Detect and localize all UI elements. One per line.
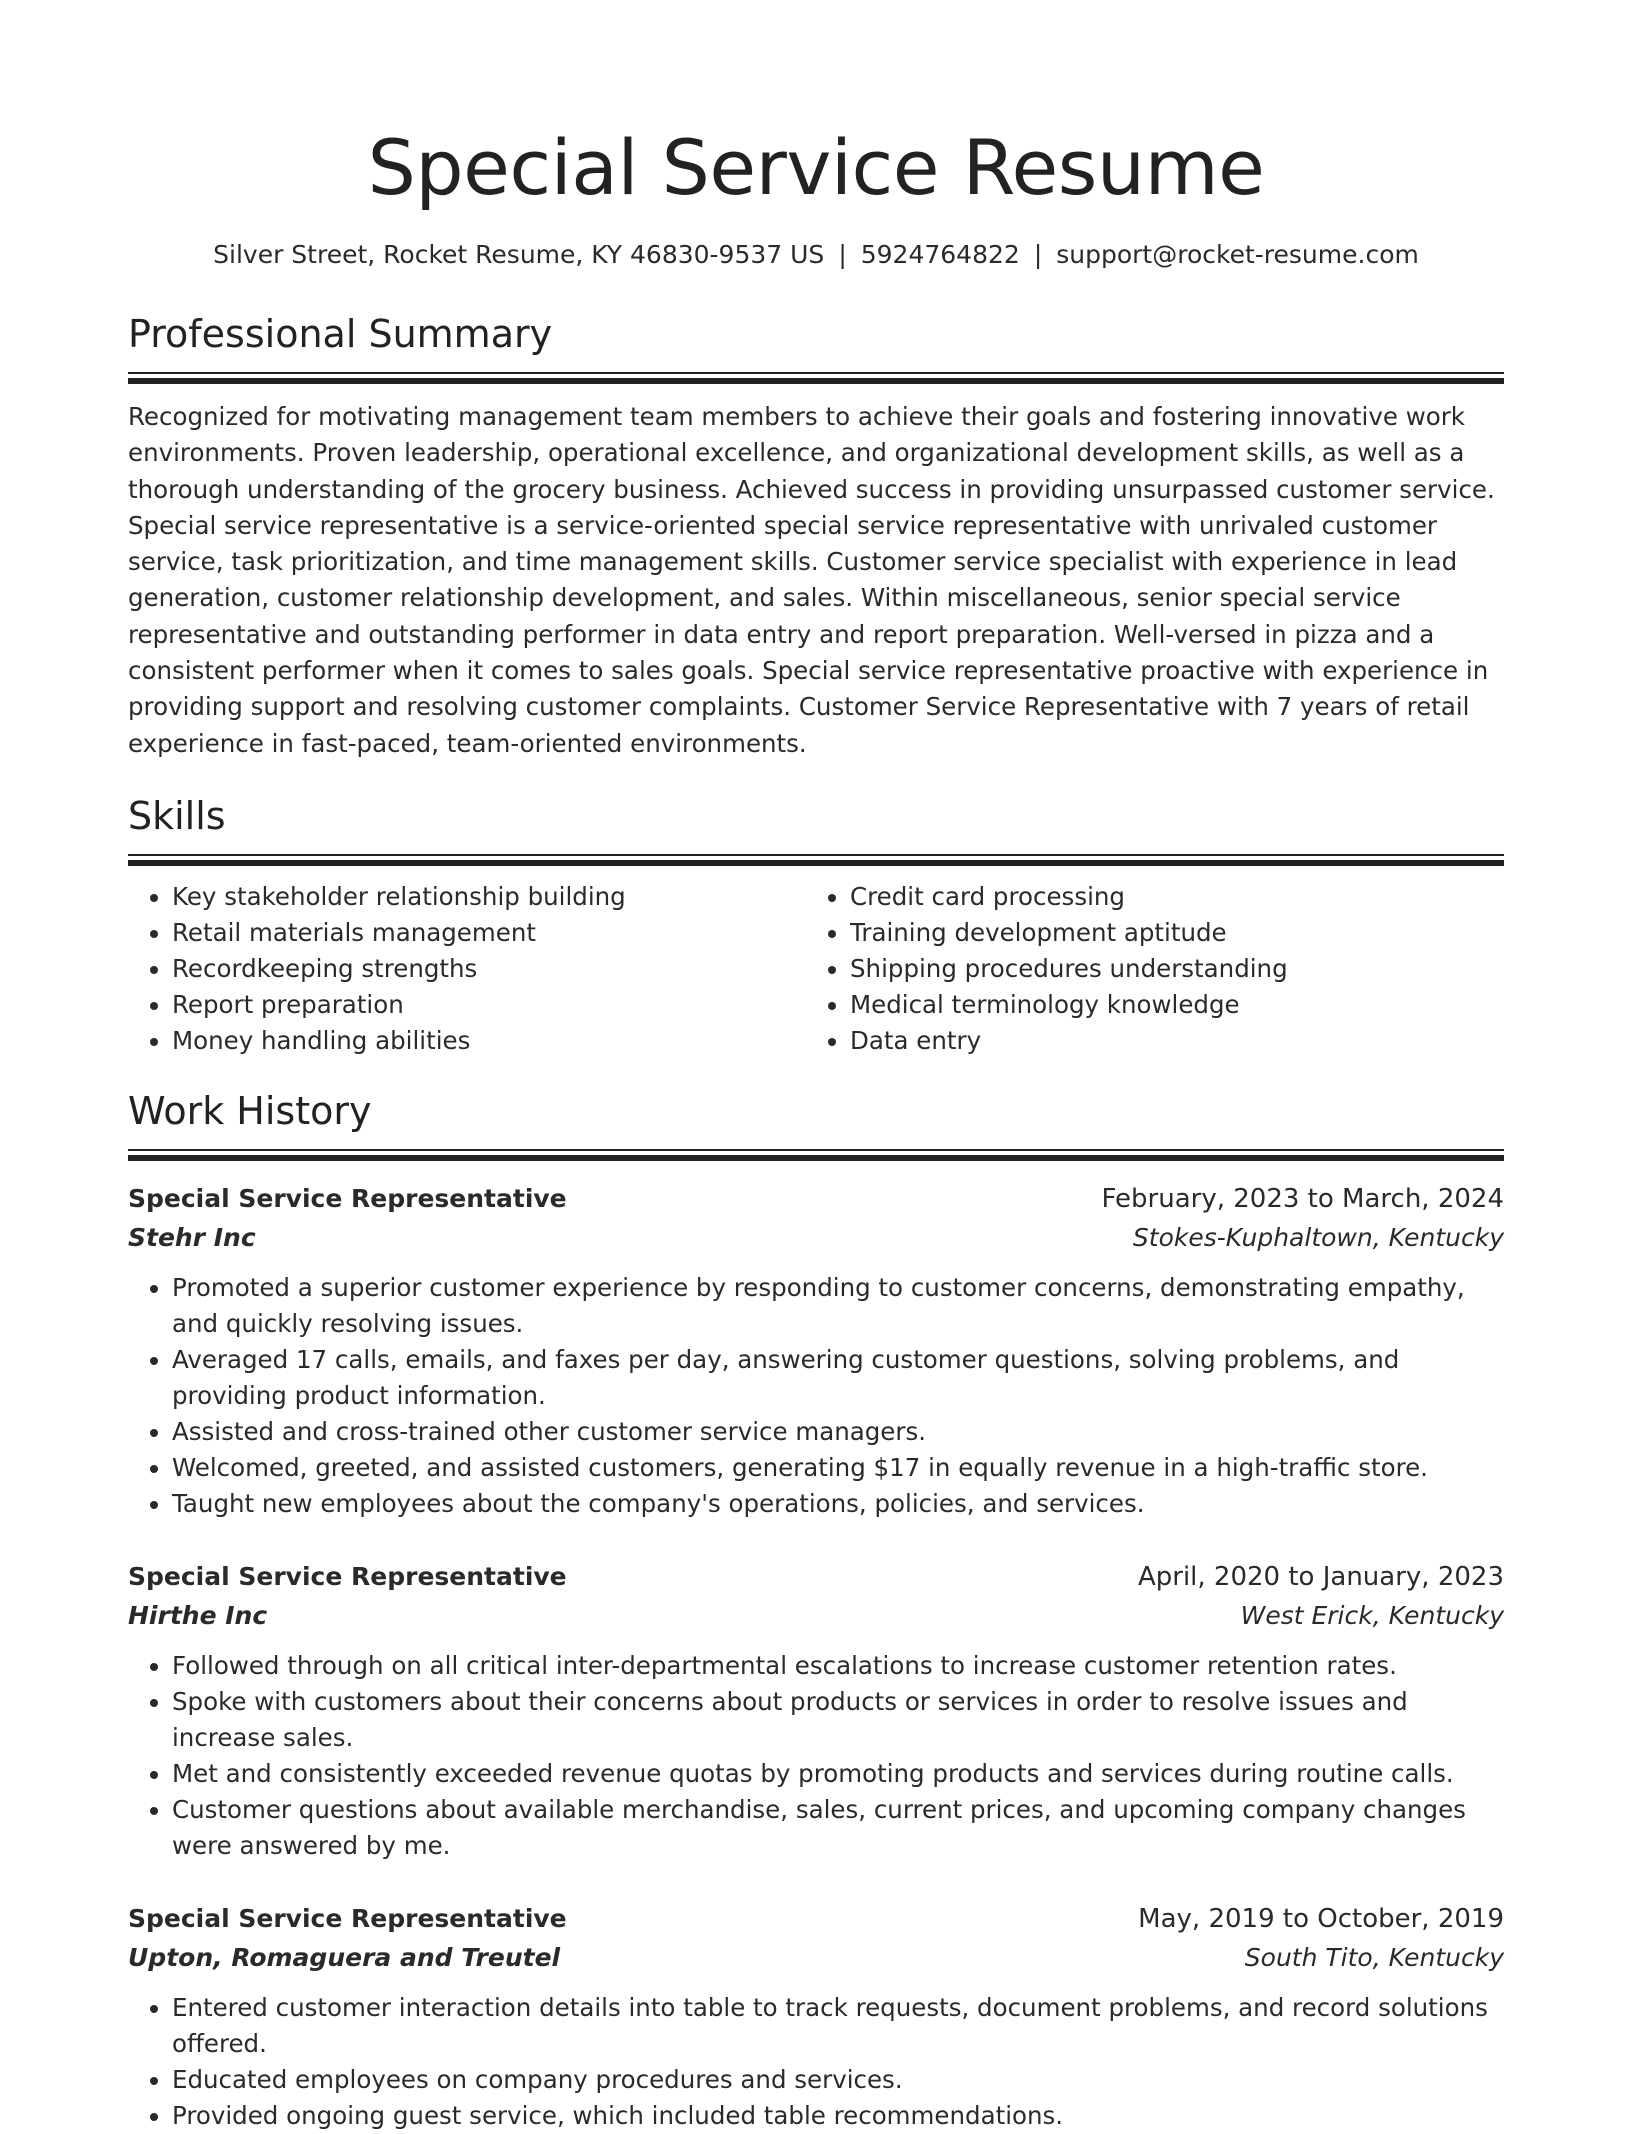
skill-item: • Recordkeeping strengths xyxy=(172,951,806,987)
job-header-row xyxy=(128,1900,1504,1938)
job-company-row xyxy=(128,1218,1504,1258)
job-bullet: • Spoke with customers about their concerns about products or services in order to resolve issues and increase sales. xyxy=(172,1684,1504,1756)
job-location: South Tito, Kentucky xyxy=(1244,1942,1504,1972)
skill-item: • Credit card processing xyxy=(850,879,1484,915)
section-heading-work: Work History xyxy=(128,1088,372,1133)
job-location: Stokes-Kuphaltown, Kentucky xyxy=(1132,1222,1504,1252)
skill-item: • Shipping procedures understanding xyxy=(850,951,1484,987)
job-company-row xyxy=(128,1596,1504,1636)
job-dates: May, 2019 to October, 2019 xyxy=(1138,1903,1504,1934)
job-entry xyxy=(128,1180,1504,1522)
job-entry xyxy=(128,1558,1504,1864)
job-location: West Erick, Kentucky xyxy=(1240,1600,1504,1630)
work-history-section xyxy=(128,1087,1504,2134)
job-company: Hirthe Inc xyxy=(128,1600,268,1630)
job-bullet: • Promoted a superior customer experience by responding to customer concerns, demonstrating empathy, and quickly resolving issues. xyxy=(172,1270,1504,1342)
contact-line xyxy=(128,238,1504,272)
contact-phone: 5924764822 xyxy=(860,240,1020,269)
contact-address: Silver Street, Rocket Resume, KY 46830-9537 US xyxy=(213,240,825,269)
skills-section xyxy=(128,792,1504,1059)
skill-item: • Retail materials management xyxy=(172,915,806,951)
contact-email[interactable]: support@rocket-resume.com xyxy=(1056,240,1419,269)
job-bullet: • Customer questions about available merchandise, sales, current prices, and upcoming company changes were answered by me. xyxy=(172,1792,1504,1864)
section-divider xyxy=(128,854,1504,865)
job-bullet: • Educated employees on company procedures and services. xyxy=(172,2062,1504,2098)
professional-summary-section xyxy=(128,310,1504,762)
resume-title: Special Service Resume xyxy=(367,123,1265,212)
job-bullet: • Followed through on all critical inter-departmental escalations to increase customer retention rates. xyxy=(172,1648,1504,1684)
skill-item: • Data entry xyxy=(850,1023,1484,1059)
job-dates: February, 2023 to March, 2024 xyxy=(1101,1183,1504,1214)
skills-columns xyxy=(128,879,1504,1059)
job-title: Special Service Representative xyxy=(128,1183,567,1213)
skill-item: • Key stakeholder relationship building xyxy=(172,879,806,915)
section-heading-skills: Skills xyxy=(128,793,226,838)
resume-page xyxy=(128,0,1504,2134)
skill-item: • Money handling abilities xyxy=(172,1023,806,1059)
skills-list-right xyxy=(806,879,1484,1059)
section-divider xyxy=(128,372,1504,383)
job-company: Stehr Inc xyxy=(128,1222,256,1252)
job-bullet: • Entered customer interaction details into table to track requests, document problems, and record solutions offered. xyxy=(172,1990,1504,2062)
job-bullet: • Averaged 17 calls, emails, and faxes per day, answering customer questions, solving problems, and providing product information. xyxy=(172,1342,1504,1414)
job-company-row xyxy=(128,1938,1504,1978)
contact-separator: | xyxy=(1033,240,1043,269)
job-bullet: • Provided ongoing guest service, which included table recommendations. xyxy=(172,2098,1504,2134)
job-bullets xyxy=(128,1990,1504,2134)
job-bullet: • Taught new employees about the company's operations, policies, and services. xyxy=(172,1486,1504,1522)
job-dates: April, 2020 to January, 2023 xyxy=(1137,1561,1504,1592)
job-bullet: • Welcomed, greeted, and assisted customers, generating $17 in equally revenue in a high-traffic store. xyxy=(172,1450,1504,1486)
skill-item: • Medical terminology knowledge xyxy=(850,987,1484,1023)
job-title: Special Service Representative xyxy=(128,1561,567,1591)
contact-separator: | xyxy=(838,240,847,269)
job-bullet: • Assisted and cross-trained other customer service managers. xyxy=(172,1414,1504,1450)
section-heading-summary: Professional Summary xyxy=(128,312,553,356)
job-bullets xyxy=(128,1648,1504,1864)
job-header-row xyxy=(128,1180,1504,1218)
job-bullets xyxy=(128,1270,1504,1522)
job-header-row xyxy=(128,1558,1504,1596)
job-company: Upton, Romaguera and Treutel xyxy=(128,1942,561,1972)
job-bullet: • Met and consistently exceeded revenue quotas by promoting products and services during routine calls. xyxy=(172,1756,1504,1792)
summary-paragraph: Recognized for motivating management team members to achieve their goals and fostering innovative work environments. Proven leadership, operational excellence, and organizational development skills, as well as a thorough understanding of the grocery business. Achieved success in providing unsurpassed customer service. Special service representative is a service-oriented special service representative with unrivaled customer service, task prioritization, and time management skills. Customer service specialist with experience in lead generation, customer relationship development, and sales. Within miscellaneous, senior special service representative and outstanding performer in data entry and report preparation. Well-versed in pizza and a consistent performer when it comes to sales goals. Special service representative proactive with experience in providing support and resolving customer complaints. Customer Service Representative with 7 years of retail experience in fast-paced, team-oriented environments. xyxy=(128,402,1495,758)
job-entry xyxy=(128,1900,1504,2134)
section-divider xyxy=(128,1149,1504,1160)
skill-item: • Training development aptitude xyxy=(850,915,1484,951)
job-title: Special Service Representative xyxy=(128,1903,567,1933)
skills-list-left xyxy=(128,879,806,1059)
skill-item: • Report preparation xyxy=(172,987,806,1023)
